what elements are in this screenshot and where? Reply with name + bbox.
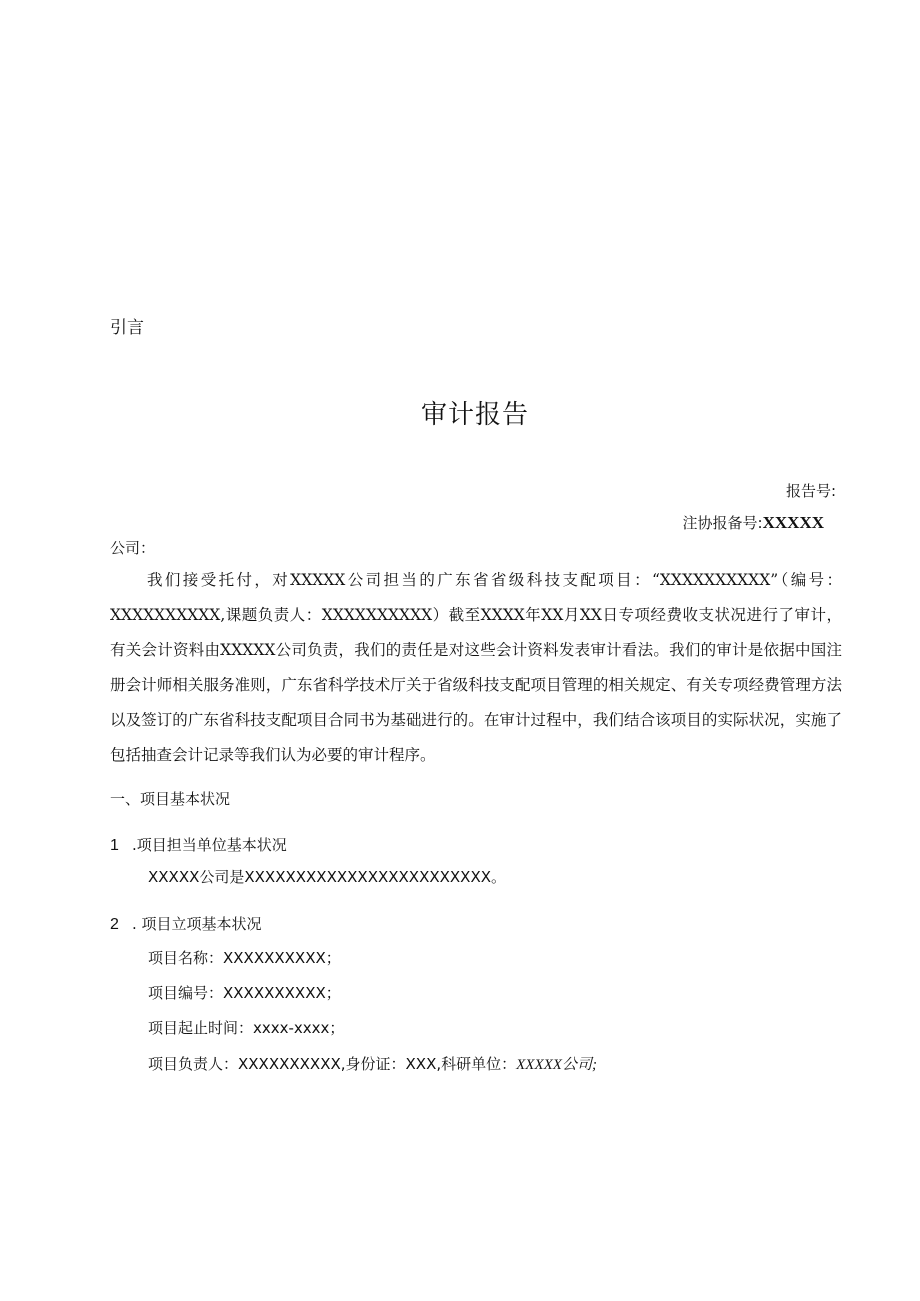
report-number-label: 报告号:: [785, 482, 836, 500]
research-unit-value: XXXXX公司;: [516, 1057, 597, 1073]
intro-label: 引言: [110, 318, 144, 338]
section-heading-basic-status: 一、项目基本状况: [110, 790, 231, 808]
filing-number: [683, 512, 824, 533]
subsection-title: .项目担当单位基本状况: [132, 836, 287, 854]
subsection-heading-project: [110, 913, 262, 934]
subsection-number: 2: [110, 916, 119, 933]
project-leader-text: 项目负责人：XXXXXXXXXX,身份证：XXX,科研单位：: [148, 1055, 517, 1073]
page-title: 审计报告: [420, 400, 529, 430]
project-period-line: 项目起止时间：xxxx-xxxx；: [148, 1019, 345, 1037]
project-leader-line: [148, 1053, 597, 1074]
project-name-line: 项目名称：XXXXXXXXXX；: [148, 949, 341, 967]
subsection-title: . 项目立项基本状况: [132, 915, 262, 933]
filing-number-value: XXXXX: [762, 513, 824, 532]
intro-paragraph: 我们接受托付，对XXXXX公司担当的广东省省级科技支配项目：“XXXXXXXXXX”（编号：XXXXXXXXXX,课题负责人：XXXXXXXXXX）截至XXXX年XX月XX日专项经费收支状况进行了审计，有关会计资料由XXXXX公司负责，我们的责任是对这些会计资料发表审计看法。我们的审计是依据中国注册会计师相关服务准则，广东省科学技术厅关于省级科技支配项目管理的相关规定、有关专项经费管理方法以及签订的广东省科技支配项目合同书为基础进行的。在审计过程中，我们结合该项目的实际状况，实施了包括抽查会计记录等我们认为必要的审计程序。: [110, 571, 842, 764]
unit-description: XXXXX公司是XXXXXXXXXXXXXXXXXXXXXXXX。: [148, 868, 507, 886]
subsection-number: 1: [110, 837, 119, 854]
subsection-heading-unit: [110, 834, 287, 855]
salutation: 公司：: [110, 539, 156, 557]
project-code-line: 项目编号：XXXXXXXXXX；: [148, 984, 341, 1002]
filing-number-label: 注协报备号:: [682, 514, 763, 532]
